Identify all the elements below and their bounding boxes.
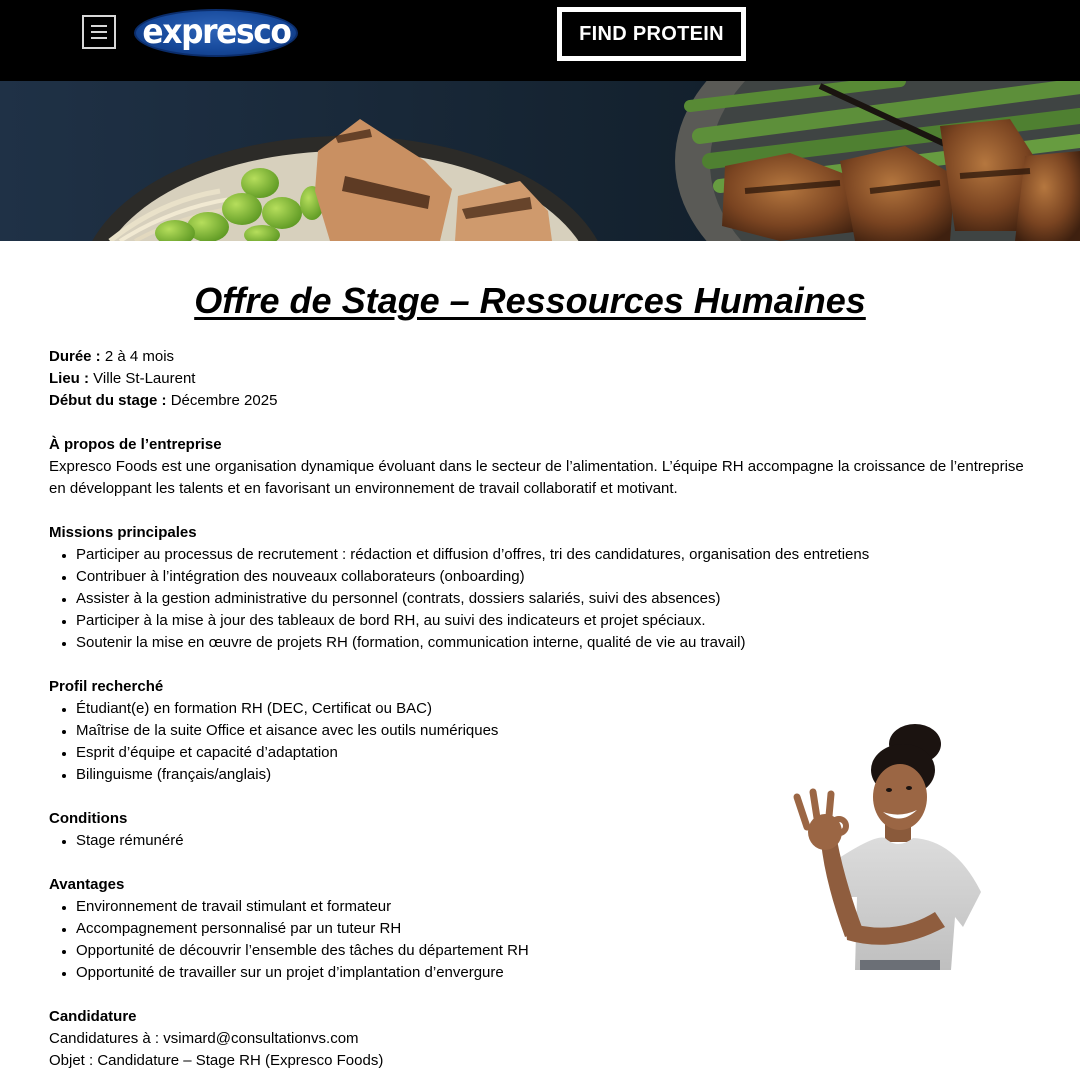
- expresco-logo[interactable]: [134, 9, 298, 57]
- missions-heading: Missions principales: [49, 524, 197, 541]
- candidature-email: Candidatures à : vsimard@consultationvs.com: [49, 1030, 359, 1047]
- conditions-heading: Conditions: [49, 810, 128, 827]
- list-item: Participer au processus de recrutement : rédaction et diffusion d’offres, tri des candidatures, organisation des entretiens: [49, 544, 1034, 566]
- lieu-value: Ville St-Laurent: [93, 370, 196, 387]
- list-item: Soutenir la mise en œuvre de projets RH (formation, communication interne, qualité de vie au travail): [49, 632, 1034, 654]
- food-illustration: [0, 81, 1080, 241]
- list-item: Maîtrise de la suite Office et aisance avec les outils numériques: [49, 720, 1034, 742]
- candidature-subject: Objet : Candidature – Stage RH (Expresco Foods): [49, 1052, 384, 1069]
- hero-food-banner: [0, 81, 1080, 241]
- top-navigation-bar: [0, 0, 1080, 81]
- duree-label: Durée :: [49, 348, 101, 365]
- page-title: Offre de Stage – Ressources Humaines: [194, 280, 866, 321]
- logo-text: expresco: [141, 11, 291, 52]
- hamburger-menu-icon[interactable]: [82, 15, 116, 49]
- woman-ok-gesture-image: [785, 722, 990, 974]
- detail-lieu: [49, 368, 1034, 390]
- list-item: Étudiant(e) en formation RH (DEC, Certificat ou BAC): [49, 698, 1034, 720]
- candidature-heading: Candidature: [49, 1008, 137, 1025]
- list-item: Opportunité de découvrir l’ensemble des tâches du département RH: [49, 940, 1034, 962]
- list-item: Accompagnement personnalisé par un tuteur RH: [49, 918, 1034, 940]
- list-item: Participer à la mise à jour des tableaux de bord RH, au suivi des indicateurs et projet spéciaux.: [49, 610, 1034, 632]
- debut-label: Début du stage :: [49, 392, 167, 409]
- list-item: Environnement de travail stimulant et formateur: [49, 896, 1034, 918]
- list-item: Stage rémunéré: [49, 830, 1034, 852]
- about-heading: À propos de l’entreprise: [49, 436, 222, 453]
- detail-debut: [49, 390, 1034, 412]
- duree-value: 2 à 4 mois: [104, 348, 175, 365]
- about-text: Expresco Foods est une organisation dynamique évoluant dans le secteur de l’alimentation. L’équipe RH accompagne la croissance de l’entreprise en développant les talents et en favorisant un environnement de travail collaboratif et motivant.: [49, 458, 1024, 497]
- profil-heading: Profil recherché: [49, 678, 164, 695]
- detail-duree: [49, 346, 1034, 368]
- list-item: Opportunité de travailler sur un projet d’implantation d’envergure: [49, 962, 1034, 984]
- avantages-heading: Avantages: [49, 876, 125, 893]
- list-item: Contribuer à l’intégration des nouveaux collaborateurs (onboarding): [49, 566, 1034, 588]
- list-item: Bilinguisme (français/anglais): [49, 764, 1034, 786]
- list-item: Esprit d’équipe et capacité d’adaptation: [49, 742, 1034, 764]
- lieu-label: Lieu :: [49, 370, 89, 387]
- find-protein-button[interactable]: FIND PROTEIN: [557, 7, 746, 61]
- list-item: Assister à la gestion administrative du personnel (contrats, dossiers salariés, suivi des absences): [49, 588, 1034, 610]
- debut-value: Décembre 2025: [170, 392, 278, 409]
- missions-list: [49, 544, 1034, 654]
